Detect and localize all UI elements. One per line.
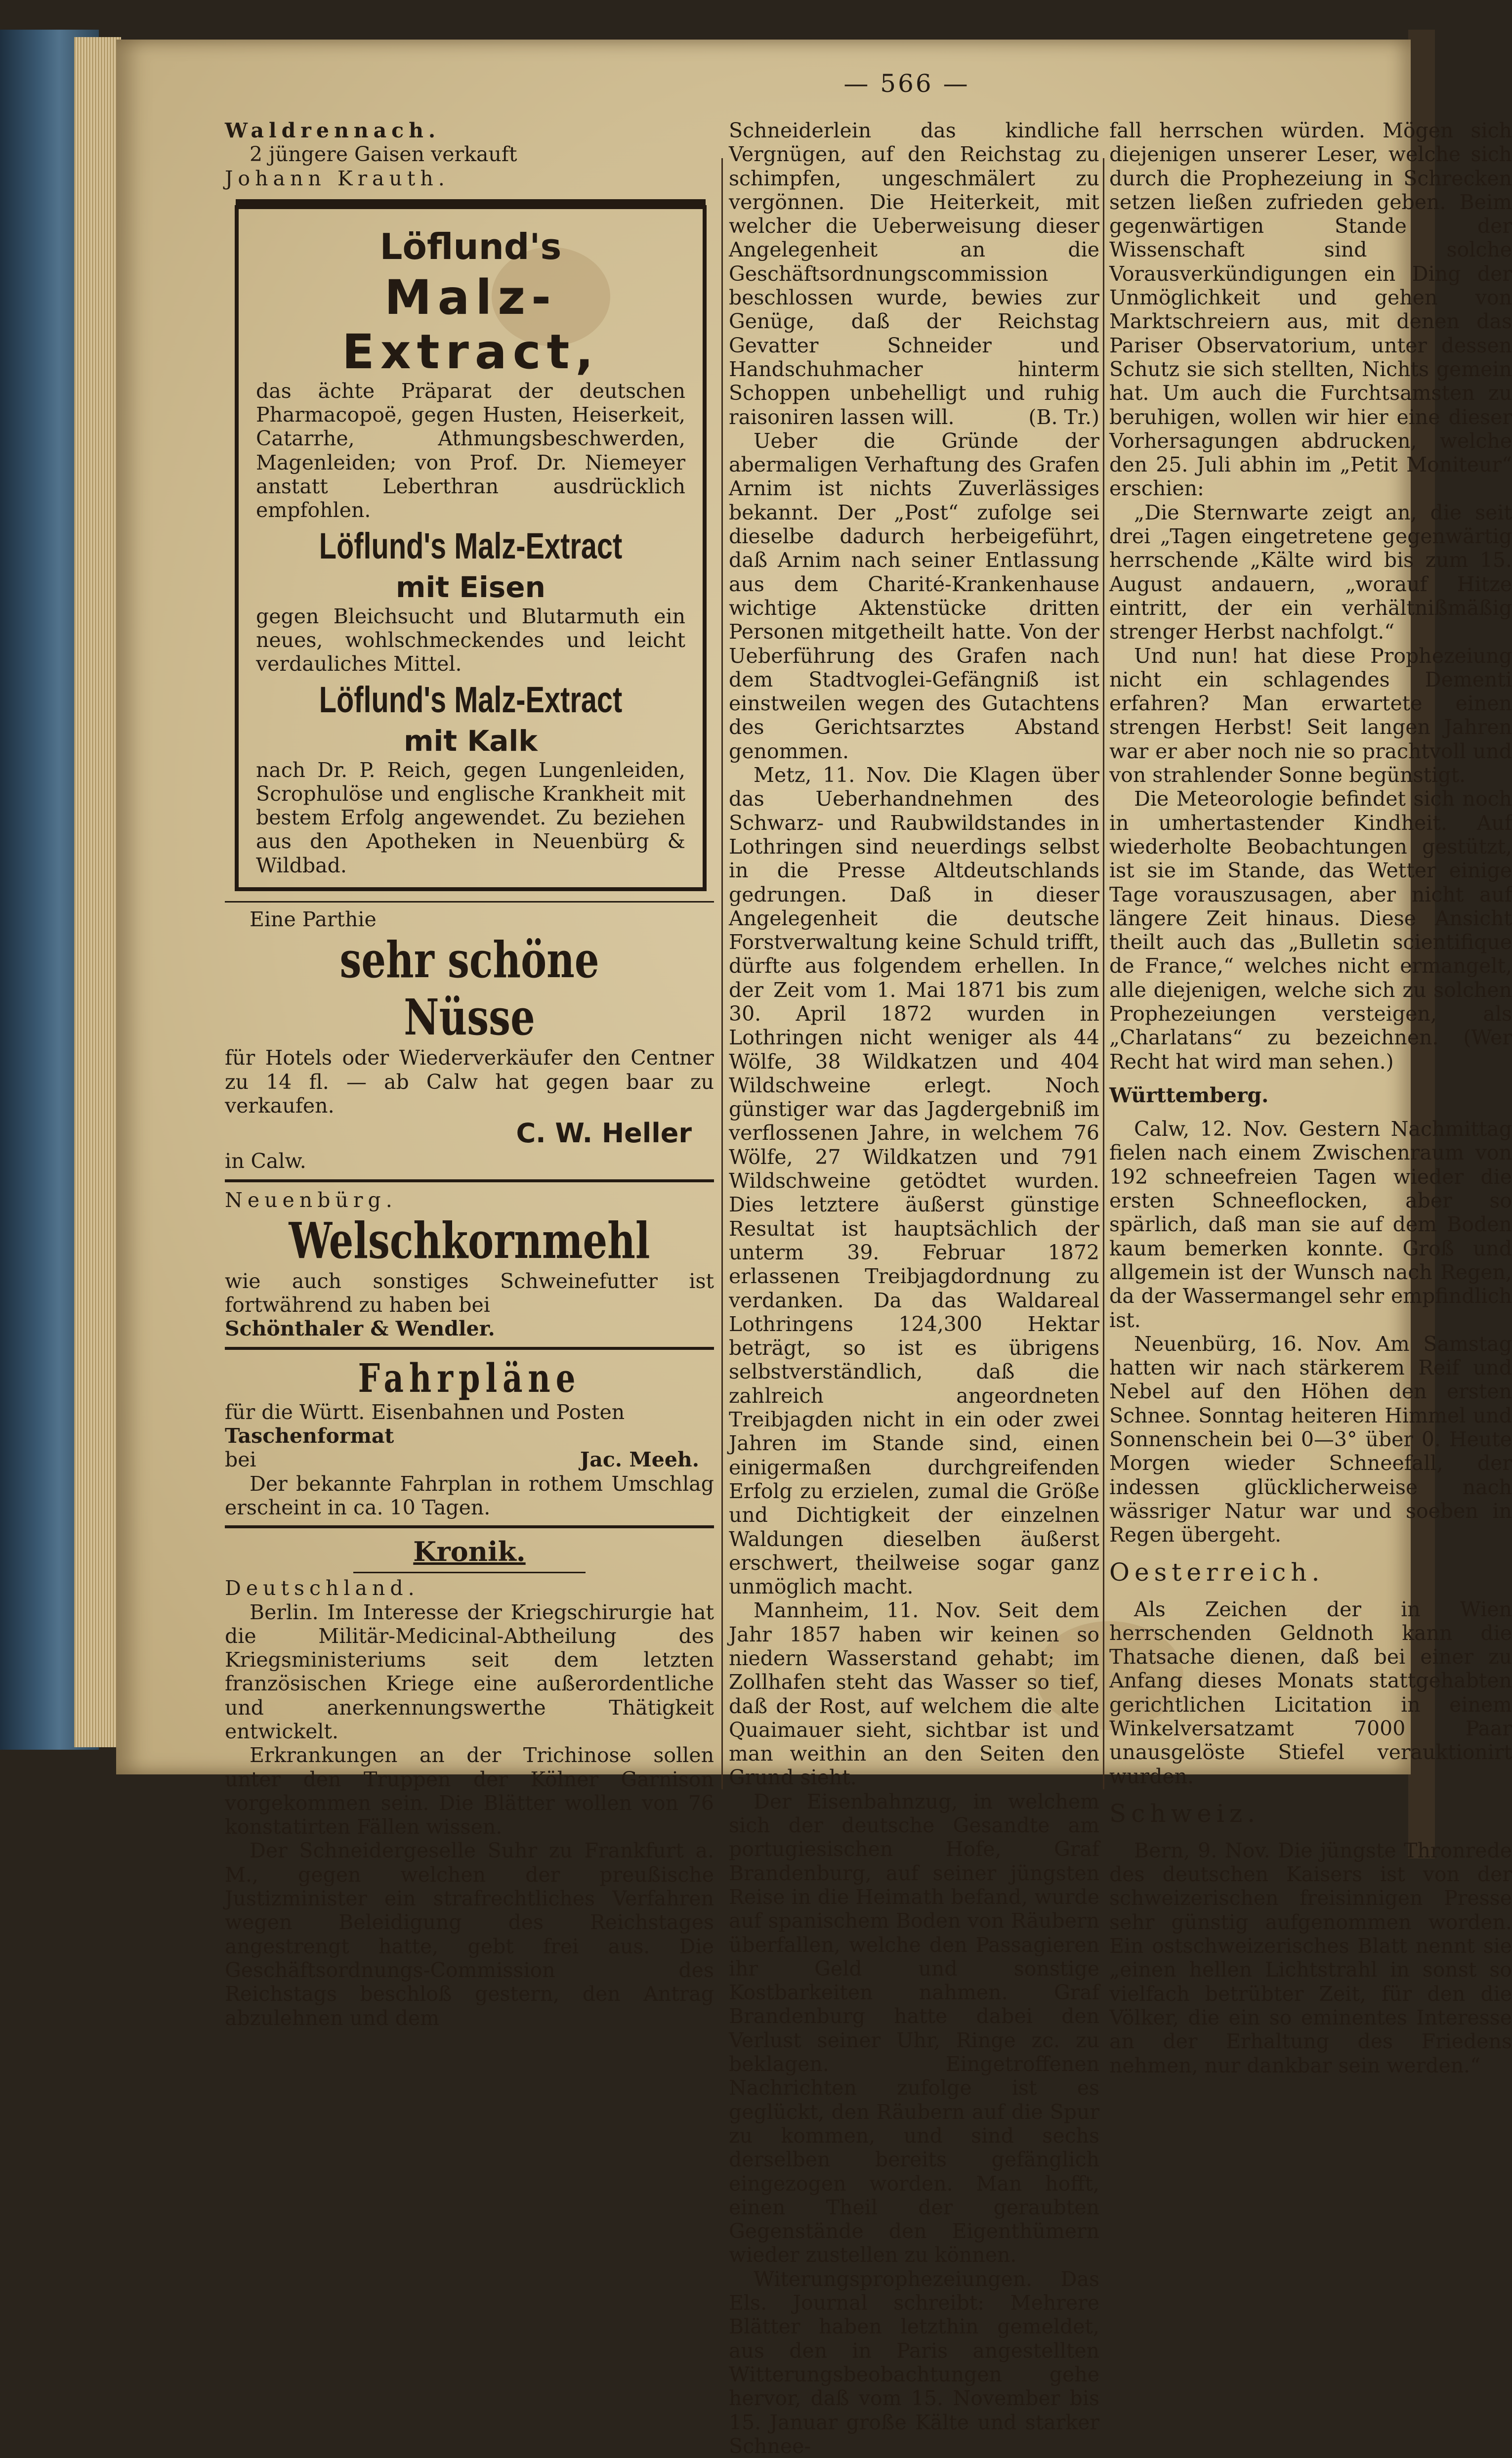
column-rule: [1103, 158, 1104, 1789]
reichstag-article: [729, 119, 1099, 429]
corn-place: Neuenbürg.: [225, 1188, 397, 1212]
divider: [225, 901, 714, 903]
fahrplaene-seller: Jac. Meeh.: [580, 1448, 699, 1472]
berlin-article: Berlin. Im Interesse der Kriegschirurgie hat die Militär-Medicinal-Abtheilung des Kriegsministeriums seit dem letzten französischen Kriege eine außerordentliche und anerkennungswerthe Thätigkeit entwickelt.: [225, 1600, 714, 1743]
corn-text: wie auch sonstiges Schweinefutter ist fortwährend zu haben bei: [225, 1269, 714, 1317]
ad-text-kalk: nach Dr. P. Reich, gegen Lungenleiden, Scrophulöse und englische Krankheit mit bestem Erfolg angewendet. Zu beziehen aus den Apotheken in Neuenbürg & Wildbad.: [256, 758, 685, 877]
ad-product: Malz-Extract,: [342, 269, 599, 380]
ad-title-kalk: Löflund's Malz-Extract: [319, 679, 623, 720]
notice-text: 2 jüngere Gaisen verkauft: [250, 142, 517, 167]
spacer: [1109, 1074, 1512, 1083]
fahrplaene-text: für die Württ. Eisenbahnen und Posten: [225, 1400, 625, 1424]
nuts-title: sehr schöne Nüsse: [339, 931, 599, 1047]
fahrplaene-format: Taschenformat: [225, 1424, 394, 1448]
fahrplaene-bei: bei: [225, 1448, 256, 1472]
divider: [225, 1179, 714, 1182]
fahrplaene-note: Der bekannte Fahrplan in rothem Umschlag erscheint in ca. 10 Tagen.: [225, 1471, 714, 1519]
nuts-text: für Hotels oder Wiederverkäufer den Centner zu 14 fl. — ab Calw hat gegen baar zu verkaufen.: [225, 1046, 714, 1118]
trichinose-article: Erkrankungen an der Trichinose sollen unter den Truppen der Kölner Garnison vorgekommen sein. Die Blätter wollen von 76 konstatirten Fällen wissen.: [225, 1743, 714, 1839]
column-3: [1109, 119, 1512, 2077]
ad-title-eisen: Löflund's Malz-Extract: [319, 525, 623, 566]
fahrplaene-title: Fahrpläne: [358, 1354, 581, 1401]
page-number: — 566 —: [843, 69, 970, 98]
prophecy-quote: „Die Sternwarte zeigt an, die seit drei „Tagen eingetretene gegenwärtig herrschende „Kälte wird bis zum 15. August andauern, „worauf Hitze eintritt, der ein verhältnißmäßig strenger Herbst nachfolgt.“: [1109, 500, 1512, 644]
spacer: [1109, 1107, 1512, 1117]
divider: [225, 1347, 714, 1350]
dementi-article: Und nun! hat diese Prophezeiung nicht ein schlagendes Dementi erfahren? Man erwartete einen strengen Herbst! Seit langen Jahren war er aber noch nie so prachtvoll und von strahlender Sonne begünstigt.: [1109, 644, 1512, 787]
prophecy-article: fall herrschen würden. Mögen sich diejenigen unserer Leser, welche sich durch die Prophezeiung in Schrecken setzen ließen zufrieden geben. Beim gegenwärtigen Stande der Wissenschaft sind solche Vorausverkündigungen ein Ding der Unmöglichkeit und gehen von Marktschreiern aus, mit denen das Pariser Observatorium, unter dessen Schutz sie sich stellten, Nichts gemein hat. Um auch die Furchtsamsten zu beruhigen, wollen wir hier eine dieser Vorhersagungen abdrucken, welche den 25. Juli abhin im „Petit Moniteur“ erschien:: [1109, 119, 1512, 501]
notice-place: Waldrennach.: [225, 119, 441, 142]
kronik-heading: Kronik.: [413, 1536, 526, 1568]
metz-article: Metz, 11. Nov. Die Klagen über das Ueberhandnehmen des Schwarz- und Raubwildstandes in Lothringen sind neuerdings selbst in die Presse Altdeutschlands gedrungen. Daß in dieser Angelegenheit die deutsche Forstverwaltung keine Schuld trifft, dürfte aus folgendem erhellen. In der Zeit vom 1. Mai 1871 bis zum 30. April 1872 wurden in Lothringen nicht weniger als 44 Wölfe, 38 Wildkatzen und 404 Wildschweine erlegt. Noch günstiger war das Jagdergebniß im verflossenen Jahre, in welchem 76 Wölfe, 27 Wildkatzen und 791 Wildschweine getödtet wurden. Dies letztere äußerst günstige Resultat ist hauptsächlich der unterm 39. Februar 1872 erlassenen Treibjagdordnung zu verdanken. Da das Waldareal Lothringens 124,300 Hektar beträgt, so ist es übrigens selbstverständlich, daß die zahlreich angeordneten Treibjagden nicht in ein oder zwei Jahren im Stande sind, einen einigermaßen durchgreifenden Erfolg zu erzielen, zumal die Größe und Dichtigkeit der einzelnen Waldungen dieselben äußerst erschwert, theilweise sogar ganz unmöglich macht.: [729, 763, 1099, 1599]
corn-title: Welschkornmehl: [289, 1211, 650, 1270]
bern-article: Bern, 9. Nov. Die jüngste Thronrede des deutschen Kaisers ist von der schweizerischen freisinnigen Presse sehr günstig aufgenommen worden. Ein ostschweizerisches Blatt nennt sie „einen hellen Lichtstrahl in sonst so vielfach betrübter Zeit, für den die Völker, die ein so eminentes Interesse an der Erhaltung des Friedens nehmen, nur dankbar sein werden.“: [1109, 1838, 1512, 2077]
divider: [353, 1572, 586, 1573]
reichstag-text: Schneiderlein das kindliche Vergnügen, auf den Reichstag zu schimpfen, ungeschmälert zu vergönnen. Die Heiterkeit, mit welcher die Ueberweisung dieser Angelegenheit an die Geschäftsordnungscommission beschlossen wurde, bewies zur Genüge, daß der Reichstag Gevatter Schneider und Handschuhmacher hinterm Schoppen unbehelligt und ruhig raisoniren lassen will.: [729, 119, 1099, 429]
nuts-seller: C. W. Heller: [516, 1118, 692, 1149]
column-1: [225, 119, 714, 2030]
newspaper-page: [116, 40, 1512, 2458]
meteorologie-article: Die Meteorologie befindet sich noch in umhertastender Kindheit. Auf wiederholte Beobachtungen gestützt, ist sie im Stande, das Wetter einige Tage vorauszusagen, aber nicht auf längere Zeit hinaus. Diese Ansicht theilt auch das „Bulletin scientifique de France,“ welches nicht ermangelt, alle diejenigen, welche sich zu solchen Prophezeiungen versteigen, als „Charlatans“ zu bezeichnen. (Wer Recht hat wird man sehen.): [1109, 787, 1512, 1074]
malz-extract-ad: [235, 205, 707, 891]
wuerttemberg-heading: Württemberg.: [1109, 1083, 1269, 1107]
nuts-place: in Calw.: [225, 1149, 306, 1173]
notice-signature: Johann Krauth.: [225, 166, 450, 190]
ad-title: Löflund's: [379, 225, 562, 267]
ad-sub-eisen: mit Eisen: [396, 570, 546, 604]
ad-text-eisen: gegen Bleichsucht und Blutarmuth ein neues, wohlschmeckendes und leicht verdauliches Mittel.: [256, 604, 685, 676]
arnim-article: Ueber die Gründe der abermaligen Verhaftung des Grafen Arnim ist nichts Zuverlässiges bekannt. Der „Post“ zufolge sei dieselbe dadurch herbeigeführt, daß Arnim nach seiner Entlassung aus dem Charité-Krankenhause wichtige Aktenstücke dritten Personen mitgetheilt hatte. Von der Ueberführung des Grafen nach dem Stadtvoglei-Gefängniß ist einstweilen wegen des Gutachtens des Gerichtsarztes Abstand genommen.: [729, 429, 1099, 763]
oesterreich-heading: Oesterreich.: [1109, 1557, 1325, 1587]
corn-seller: Schönthaler & Wendler.: [225, 1317, 495, 1341]
spacer: [1109, 1588, 1512, 1597]
page-stack-edge: [74, 37, 121, 1747]
wien-article: Als Zeichen der in Wien herrschenden Geldnoth kann die Thatsache dienen, daß bei einer zu Anfang dieses Monats stattgehabten gerichtlichen Licitation in einem Winkelversatzamt 7000 Paar unausgelöste Stiefel verauktionirt wurden.: [1109, 1597, 1512, 1788]
column-rule: [721, 158, 723, 1789]
deutschland-heading: Deutschland.: [225, 1576, 420, 1600]
reichstag-source: (B. Tr.): [1028, 405, 1099, 429]
spacer: [1109, 1547, 1512, 1557]
ad-sub-kalk: mit Kalk: [404, 724, 538, 758]
fahrplaene-seller-line: [225, 1448, 714, 1471]
column-2: [729, 119, 1099, 2458]
mannheim-article: Mannheim, 11. Nov. Seit dem Jahr 1857 haben wir keinen so niedern Wasserstand gehabt; im Zollhafen steht das Wasser so tief, daß der Rost, auf welchem die alte Quaimauer sieht, sichtbar ist und man weithin an den Seiten den Grund sieht.: [729, 1598, 1099, 1790]
suhr-article: Der Schneidergeselle Suhr zu Frankfurt a. M., gegen welchen der preußische Justizminister ein strafrechtliches Verfahren wegen Beleidigung des Reichstages angestrengt hatte, gebt frei aus. Die Geschäftsordnungs-Commission des Reichstags beschloß gestern, den Antrag abzulehnen und dem: [225, 1839, 714, 2030]
divider: [225, 1525, 714, 1528]
witterung-article: Witerungsprophezeiungen. Das Els. Journal schreibt: Mehrere Blätter haben letzthin gemeldet, aus den in Paris angestellten Witterungsbeobachtungen gehe hervor, daß vom 15. November bis 15. Januar große Kälte und starker Schnee-: [729, 2267, 1099, 2458]
neuenbuerg-article: Neuenbürg, 16. Nov. Am Samstag hatten wir nach stärkerem Reif und Nebel auf den Höhen den ersten Schnee. Sonntag heiteren Himmel und Sonnenschein bei 0—3° über 0. Heute Morgen wieder Schneefall, der indessen glücklicherweise nach wässriger Natur war und soeben in Regen übergeht.: [1109, 1332, 1512, 1547]
nuts-intro: Eine Parthie: [250, 907, 377, 932]
ad-text: das ächte Präparat der deutschen Pharmacopoë, gegen Husten, Heiserkeit, Catarrhe, Athmungsbeschwerden, Magenleiden; von Prof. Dr. Niemeyer anstatt Leberthran ausdrücklich empfohlen.: [256, 379, 685, 522]
spacer: [1109, 1829, 1512, 1839]
calw-article: Calw, 12. Nov. Gestern Nachmittag fielen nach einem Zwischenraum von 192 schneefreien Tagen wieder die ersten Schneeflocken, aber so spärlich, daß man sie auf dem Boden kaum bemerken konnte. Groß und allgemein ist der Wunsch nach Regen, da der Wassermangel sehr empfindlich ist.: [1109, 1117, 1512, 1332]
spacer: [1109, 1788, 1512, 1798]
eisenbahn-article: Der Eisenbahnzug, in welchem sich der deutsche Gesandte am portugiesischen Hofe, Graf Brandenburg, auf seiner jüngsten Reise in die Heimath befand, wurde auf spanischem Boden von Räubern überfallen, welche den Passagieren ihr Geld und sonstige Kostbarkeiten nahmen. Graf Brandenburg hatte dabei den Verlust seiner Uhr, Ringe zc. zu beklagen. Eingetroffenen Nachrichten zufolge ist es geglückt, den Räubern auf die Spur zu kommen, und sind sechs derselben bereits gefänglich eingezogen worden. Man hofft, einen Theil der geraubten Gegenstände den Eigenthümern wieder zustellen zu können.: [729, 1789, 1099, 2267]
schweiz-heading: Schweiz.: [1109, 1799, 1260, 1828]
